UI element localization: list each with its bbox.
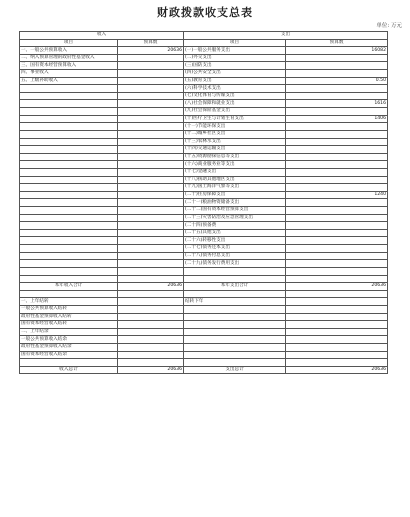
income-item-cell: 本年收入合计 bbox=[20, 283, 118, 291]
expense-amount-cell bbox=[286, 123, 388, 131]
table-row bbox=[20, 207, 388, 215]
table-row bbox=[20, 191, 388, 199]
income-section-header: 收入 bbox=[20, 32, 184, 40]
blank-cell bbox=[118, 359, 184, 367]
income-amount-cell bbox=[118, 336, 184, 344]
blank-cell bbox=[286, 359, 388, 367]
blank-cell bbox=[118, 290, 184, 298]
section-header-row bbox=[20, 32, 388, 40]
income-item-cell bbox=[20, 229, 118, 237]
expense-item-cell bbox=[184, 313, 286, 321]
report-title: 财政拨款收支总表 bbox=[157, 6, 253, 19]
expense-amount-cell bbox=[286, 153, 388, 161]
income-item-cell: 一般公共预算收入结转 bbox=[20, 305, 118, 313]
income-item-cell: 二、上年结余 bbox=[20, 328, 118, 336]
income-amount-cell bbox=[118, 168, 184, 176]
income-item-cell bbox=[20, 191, 118, 199]
income-amount-cell bbox=[118, 298, 184, 306]
income-item-cell bbox=[20, 184, 118, 192]
expense-item-cell: (二十九)债务发行费用支出 bbox=[184, 260, 286, 268]
expense-amount-cell bbox=[286, 108, 388, 116]
income-item-cell bbox=[20, 130, 118, 138]
table-row bbox=[20, 138, 388, 146]
income-item-cell bbox=[20, 237, 118, 245]
income-amount-cell bbox=[118, 176, 184, 184]
table-row bbox=[20, 77, 388, 85]
income-item-cell bbox=[20, 260, 118, 268]
expense-item-cell: (一)一般公共服务支出 bbox=[184, 47, 286, 55]
income-item-cell bbox=[20, 108, 118, 116]
income-amount-cell bbox=[118, 328, 184, 336]
blank-cell bbox=[184, 267, 286, 275]
income-item-cell bbox=[20, 161, 118, 169]
expense-amount-cell bbox=[286, 229, 388, 237]
expense-item-cell: (十五)资源勘探信息等支出 bbox=[184, 153, 286, 161]
income-item-cell bbox=[20, 168, 118, 176]
expense-item-cell: 结转下年 bbox=[184, 298, 286, 306]
blank-cell bbox=[20, 290, 118, 298]
income-item-cell bbox=[20, 92, 118, 100]
expense-amount-cell bbox=[286, 305, 388, 313]
expense-item-cell: (二十七)债务还本支出 bbox=[184, 245, 286, 253]
blank-cell bbox=[184, 359, 286, 367]
income-amount-cell bbox=[118, 70, 184, 78]
table-row bbox=[20, 199, 388, 207]
table-row bbox=[20, 130, 388, 138]
expense-amount-cell bbox=[286, 161, 388, 169]
income-amount-cell bbox=[118, 92, 184, 100]
table-row bbox=[20, 115, 388, 123]
income-item-cell: 二、纳入预算管理的政府性基金收入 bbox=[20, 54, 118, 62]
expense-amount-cell bbox=[286, 138, 388, 146]
expense-amount-cell: 20636 bbox=[286, 283, 388, 291]
income-item-cell: 三、国有资本经营预算收入 bbox=[20, 62, 118, 70]
income-item-cell bbox=[20, 123, 118, 131]
expense-item-cell: (十一)节能环保支出 bbox=[184, 123, 286, 131]
table-row bbox=[20, 260, 388, 268]
expense-item-cell: (十三)农林水支出 bbox=[184, 138, 286, 146]
expense-item-cell: (二十八)债务付息支出 bbox=[184, 252, 286, 260]
expense-item-cell: 本年支出合计 bbox=[184, 283, 286, 291]
expense-amount-cell bbox=[286, 207, 388, 215]
income-amount-cell bbox=[118, 130, 184, 138]
expense-amount-cell bbox=[286, 336, 388, 344]
expense-item-cell bbox=[184, 305, 286, 313]
expense-budget-header: 预算数 bbox=[286, 39, 388, 47]
expense-item-cell: (六)科学技术支出 bbox=[184, 85, 286, 93]
expense-amount-cell bbox=[286, 176, 388, 184]
table-row bbox=[20, 229, 388, 237]
income-amount-cell bbox=[118, 115, 184, 123]
income-item-cell bbox=[20, 138, 118, 146]
expense-amount-cell bbox=[286, 237, 388, 245]
table-row bbox=[20, 108, 388, 116]
income-amount-cell bbox=[118, 321, 184, 329]
expense-item-cell bbox=[184, 343, 286, 351]
income-item-cell: 收入总计 bbox=[20, 366, 118, 374]
expense-amount-cell: 20636 bbox=[286, 366, 388, 374]
expense-amount-cell bbox=[286, 168, 388, 176]
expense-amount-cell bbox=[286, 85, 388, 93]
expense-amount-cell bbox=[286, 298, 388, 306]
income-item-cell bbox=[20, 207, 118, 215]
expense-amount-cell bbox=[286, 343, 388, 351]
expense-item-cell: (十二)城乡社区支出 bbox=[184, 130, 286, 138]
blank-row bbox=[20, 267, 388, 275]
table-row bbox=[20, 222, 388, 230]
carryover-row bbox=[20, 321, 388, 329]
income-item-cell bbox=[20, 100, 118, 108]
income-item-cell: 政府性基金预算收入结余 bbox=[20, 343, 118, 351]
income-amount-cell: 20636 bbox=[118, 366, 184, 374]
income-item-cell bbox=[20, 222, 118, 230]
expense-item-cell: (十七)金融支出 bbox=[184, 168, 286, 176]
blank-cell bbox=[184, 275, 286, 283]
expense-amount-cell bbox=[286, 130, 388, 138]
expense-amount-cell bbox=[286, 328, 388, 336]
expense-amount-cell: 0.50 bbox=[286, 77, 388, 85]
expense-amount-cell: 16082 bbox=[286, 47, 388, 55]
income-amount-cell bbox=[118, 77, 184, 85]
income-amount-cell bbox=[118, 305, 184, 313]
income-item-cell bbox=[20, 146, 118, 154]
income-amount-cell bbox=[118, 313, 184, 321]
expense-item-cell: (二十二)国有资本经营预算支出 bbox=[184, 207, 286, 215]
income-amount-cell bbox=[118, 343, 184, 351]
expense-item-cell: (二十五)其他支出 bbox=[184, 229, 286, 237]
expense-item-cell: (十六)商业服务业等支出 bbox=[184, 161, 286, 169]
expense-item-cell: (二十三)灾害防治及应急管理支出 bbox=[184, 214, 286, 222]
income-item-cell bbox=[20, 199, 118, 207]
carryover-row bbox=[20, 351, 388, 359]
expense-amount-cell bbox=[286, 146, 388, 154]
income-amount-cell bbox=[118, 260, 184, 268]
income-item-cell bbox=[20, 153, 118, 161]
income-amount-cell bbox=[118, 100, 184, 108]
grand-total-row bbox=[20, 366, 388, 374]
expense-item-cell: (二十四)预备费 bbox=[184, 222, 286, 230]
expense-item-cell: (七)文化体育与传媒支出 bbox=[184, 92, 286, 100]
income-amount-cell bbox=[118, 237, 184, 245]
income-amount-cell bbox=[118, 229, 184, 237]
income-amount-cell bbox=[118, 214, 184, 222]
blank-cell bbox=[286, 290, 388, 298]
expense-amount-cell bbox=[286, 321, 388, 329]
income-amount-cell bbox=[118, 54, 184, 62]
table-row bbox=[20, 146, 388, 154]
table-row bbox=[20, 123, 388, 131]
blank-cell bbox=[20, 275, 118, 283]
income-item-cell: 四、事业收入 bbox=[20, 70, 118, 78]
table-row bbox=[20, 245, 388, 253]
table-row bbox=[20, 161, 388, 169]
income-item-cell: 国有资本经营收入结转 bbox=[20, 321, 118, 329]
expense-item-cell: (三)国防支出 bbox=[184, 62, 286, 70]
income-amount-cell bbox=[118, 184, 184, 192]
income-item-cell bbox=[20, 115, 118, 123]
expense-amount-cell: 1616 bbox=[286, 100, 388, 108]
expense-amount-cell: 1240 bbox=[286, 191, 388, 199]
income-item-cell bbox=[20, 214, 118, 222]
carryover-row bbox=[20, 336, 388, 344]
table-row bbox=[20, 100, 388, 108]
expense-item-cell: (十)医疗卫生与计划生育支出 bbox=[184, 115, 286, 123]
income-amount-cell bbox=[118, 62, 184, 70]
expense-amount-cell bbox=[286, 62, 388, 70]
expense-amount-cell bbox=[286, 252, 388, 260]
expense-amount-cell bbox=[286, 351, 388, 359]
budget-summary-table bbox=[19, 31, 388, 374]
expense-item-cell: (八)社会保障和就业支出 bbox=[184, 100, 286, 108]
expense-amount-cell bbox=[286, 245, 388, 253]
expense-item-cell bbox=[184, 351, 286, 359]
income-item-cell: 一、上年结转 bbox=[20, 298, 118, 306]
income-amount-cell bbox=[118, 85, 184, 93]
table-row bbox=[20, 214, 388, 222]
table-row bbox=[20, 237, 388, 245]
expense-amount-cell bbox=[286, 214, 388, 222]
carryover-row bbox=[20, 328, 388, 336]
income-amount-cell bbox=[118, 138, 184, 146]
income-amount-cell bbox=[118, 252, 184, 260]
expense-amount-cell bbox=[286, 184, 388, 192]
income-amount-cell: 20636 bbox=[118, 47, 184, 55]
income-amount-cell bbox=[118, 207, 184, 215]
column-header-row bbox=[20, 39, 388, 47]
income-item-header: 项目 bbox=[20, 39, 118, 47]
table-row bbox=[20, 176, 388, 184]
table-row bbox=[20, 168, 388, 176]
expense-item-cell: (十九)国土海洋气象等支出 bbox=[184, 184, 286, 192]
expense-item-cell: (二十一)粮油物资储备支出 bbox=[184, 199, 286, 207]
income-amount-cell bbox=[118, 153, 184, 161]
income-amount-cell bbox=[118, 191, 184, 199]
table-row bbox=[20, 252, 388, 260]
table-row bbox=[20, 70, 388, 78]
expense-section-header: 支出 bbox=[184, 32, 388, 40]
unit-label: 单位: 万元 bbox=[376, 23, 402, 29]
table-row bbox=[20, 85, 388, 93]
table-row bbox=[20, 153, 388, 161]
expense-amount-cell bbox=[286, 54, 388, 62]
expense-amount-cell bbox=[286, 222, 388, 230]
expense-item-cell: (五)教育支出 bbox=[184, 77, 286, 85]
income-amount-cell bbox=[118, 161, 184, 169]
income-amount-cell bbox=[118, 351, 184, 359]
expense-amount-cell bbox=[286, 260, 388, 268]
table-row bbox=[20, 47, 388, 55]
totals-this-year-row bbox=[20, 283, 388, 291]
blank-row bbox=[20, 359, 388, 367]
blank-cell bbox=[118, 267, 184, 275]
income-item-cell: 一般公共预算收入结余 bbox=[20, 336, 118, 344]
expense-item-cell: (二十)住房保障支出 bbox=[184, 191, 286, 199]
blank-cell bbox=[20, 359, 118, 367]
expense-item-cell: (十四)交通运输支出 bbox=[184, 146, 286, 154]
expense-item-cell: 支出总计 bbox=[184, 366, 286, 374]
blank-row bbox=[20, 275, 388, 283]
expense-item-cell: (二十六)转移性支出 bbox=[184, 237, 286, 245]
blank-cell bbox=[184, 290, 286, 298]
income-item-cell bbox=[20, 252, 118, 260]
expense-amount-cell bbox=[286, 92, 388, 100]
income-item-cell: 五、上级补助收入 bbox=[20, 77, 118, 85]
blank-cell bbox=[20, 267, 118, 275]
income-amount-cell bbox=[118, 108, 184, 116]
income-amount-cell bbox=[118, 222, 184, 230]
expense-item-cell: (四)公共安全支出 bbox=[184, 70, 286, 78]
expense-item-cell bbox=[184, 336, 286, 344]
expense-amount-cell bbox=[286, 313, 388, 321]
income-item-cell bbox=[20, 85, 118, 93]
expense-amount-cell bbox=[286, 70, 388, 78]
table-row bbox=[20, 184, 388, 192]
expense-item-cell bbox=[184, 328, 286, 336]
income-item-cell: 国有资本经营收入结余 bbox=[20, 351, 118, 359]
income-amount-cell bbox=[118, 146, 184, 154]
blank-cell bbox=[118, 275, 184, 283]
income-item-cell bbox=[20, 245, 118, 253]
blank-row bbox=[20, 290, 388, 298]
carryover-row bbox=[20, 305, 388, 313]
income-item-cell: 政府性基金预算收入结转 bbox=[20, 313, 118, 321]
expense-item-cell: (九)社会保险基金支出 bbox=[184, 108, 286, 116]
carryover-row bbox=[20, 313, 388, 321]
expense-item-cell: (二)外交支出 bbox=[184, 54, 286, 62]
income-budget-header: 预算数 bbox=[118, 39, 184, 47]
income-amount-cell bbox=[118, 199, 184, 207]
income-amount-cell: 20636 bbox=[118, 283, 184, 291]
blank-cell bbox=[286, 267, 388, 275]
income-item-cell: 一、一般公共预算收入 bbox=[20, 47, 118, 55]
income-amount-cell bbox=[118, 245, 184, 253]
table-row bbox=[20, 62, 388, 70]
expense-amount-cell bbox=[286, 199, 388, 207]
expense-amount-cell: 1406 bbox=[286, 115, 388, 123]
carryover-row bbox=[20, 343, 388, 351]
table-row bbox=[20, 92, 388, 100]
income-amount-cell bbox=[118, 123, 184, 131]
blank-cell bbox=[286, 275, 388, 283]
income-item-cell bbox=[20, 176, 118, 184]
expense-item-header: 项目 bbox=[184, 39, 286, 47]
expense-item-cell: (十八)援助其他地区支出 bbox=[184, 176, 286, 184]
table-row bbox=[20, 54, 388, 62]
expense-item-cell bbox=[184, 321, 286, 329]
carryover-row bbox=[20, 298, 388, 306]
